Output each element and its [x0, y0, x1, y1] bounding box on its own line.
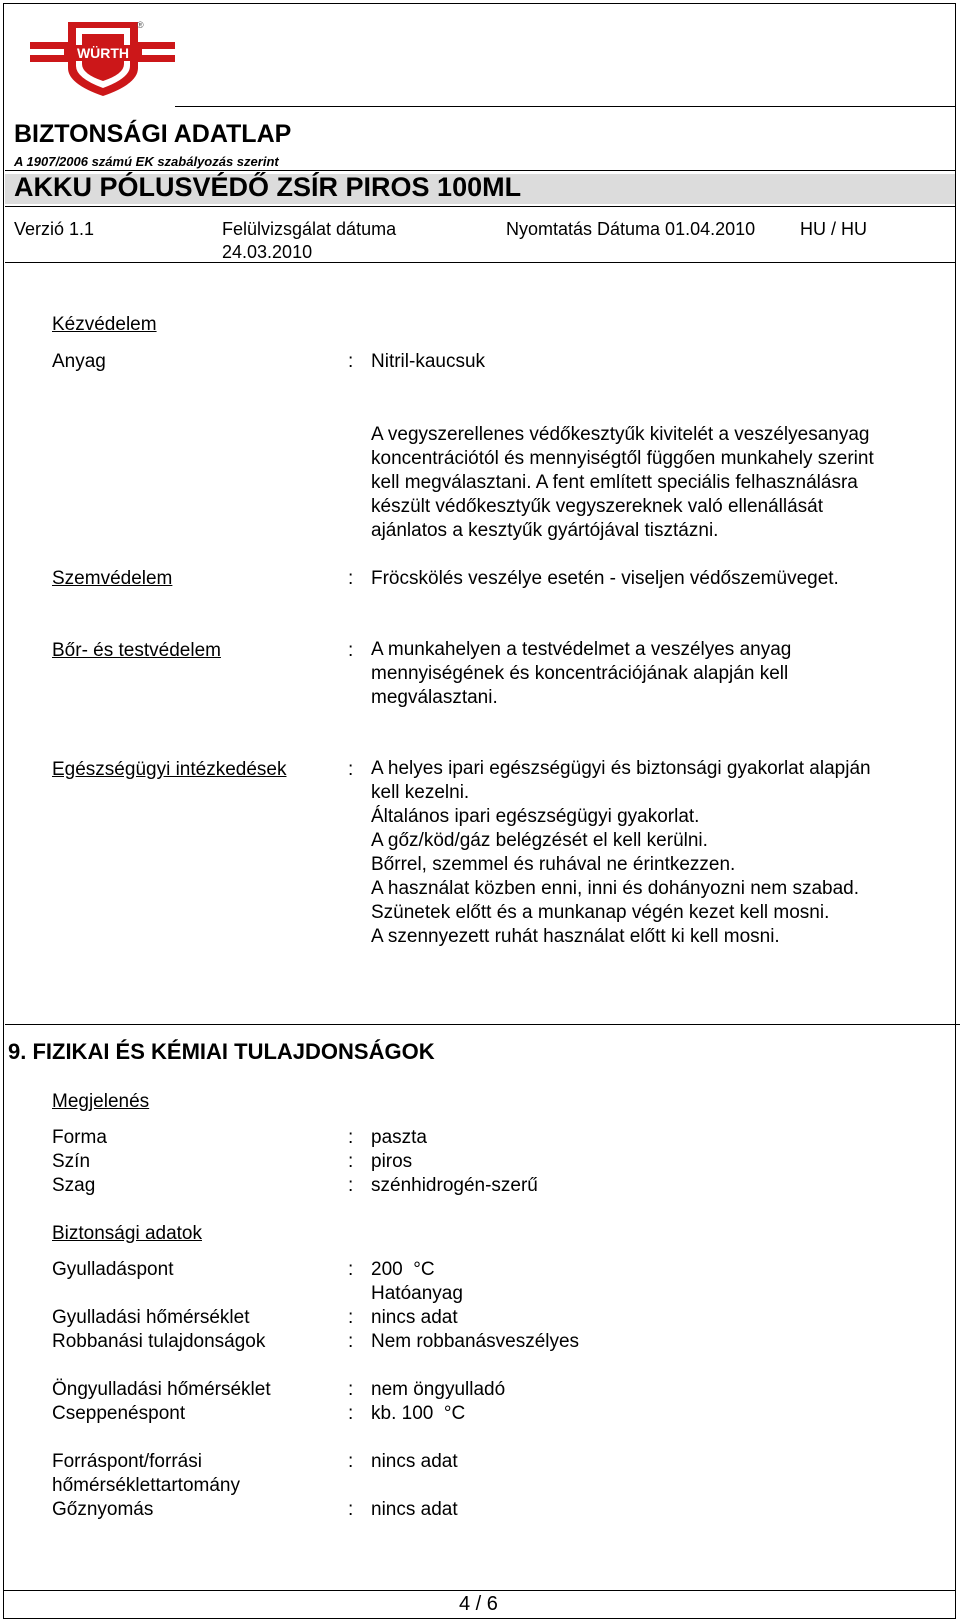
- drop-point-label: Cseppenéspont: [52, 1403, 186, 1424]
- hygiene-line: A szennyezett ruhát használat előtt ki kell mosni.: [371, 926, 780, 947]
- page-border-left: [3, 3, 4, 1619]
- eye-protection-value: Fröcskölés veszélye esetén - viseljen védőszemüveget.: [371, 568, 839, 589]
- skin-protection-line: A munkahelyen a testvédelmet a veszélyes anyag: [371, 639, 792, 660]
- odor-value: szénhidrogén-szerű: [371, 1175, 538, 1196]
- hygiene-line: A gőz/köd/gáz belégzését el kell kerülni.: [371, 830, 708, 851]
- hygiene-line: A helyes ipari egészségügyi és biztonsági gyakorlat alapján: [371, 758, 871, 779]
- autoignition-label: Öngyulladási hőmérséklet: [52, 1379, 271, 1400]
- explosive-value: Nem robbanásveszélyes: [371, 1331, 580, 1352]
- skin-protection-line: megválasztani.: [371, 687, 498, 708]
- page-number: 4 / 6: [459, 1593, 498, 1615]
- hygiene-line: A használat közben enni, inni és dohányozni nem szabad.: [371, 878, 859, 899]
- hygiene-label: Egészségügyi intézkedések: [52, 759, 287, 780]
- color-label: Szín: [52, 1151, 91, 1172]
- ignition-temp-colon: :: [348, 1307, 354, 1328]
- version: Verzió 1.1: [14, 219, 95, 239]
- revision-label: Felülvizsgálat dátuma: [222, 219, 397, 239]
- page-border-top: [3, 3, 956, 4]
- form-label: Forma: [52, 1127, 107, 1148]
- flash-point-value: 200 °C: [371, 1259, 435, 1280]
- header-rule-mid: [5, 170, 955, 171]
- wurth-logo: [30, 18, 175, 100]
- odor-label: Szag: [52, 1175, 96, 1196]
- skin-protection-label: Bőr- és testvédelem: [52, 640, 221, 661]
- hand-protection-heading: Kézvédelem: [52, 314, 157, 335]
- boiling-value: nincs adat: [371, 1451, 458, 1472]
- glove-note-line: ajánlatos a kesztyűk gyártójával tisztázni.: [371, 520, 719, 541]
- flash-point-label: Gyulladáspont: [52, 1259, 174, 1280]
- locale: HU / HU: [800, 219, 867, 239]
- boiling-colon: :: [348, 1451, 354, 1472]
- registered-mark: ®: [137, 20, 144, 30]
- hygiene-line: Bőrrel, szemmel és ruhával ne érintkezzen.: [371, 854, 736, 875]
- eye-protection-colon: :: [348, 568, 354, 589]
- appearance-heading: Megjelenés: [52, 1091, 150, 1112]
- logo-brand-text: WÜRTH: [76, 45, 130, 61]
- revision-date: 24.03.2010: [222, 242, 313, 262]
- boiling-label-line1: Forráspont/forrási: [52, 1451, 202, 1472]
- skin-protection-colon: :: [348, 640, 354, 661]
- document-title: BIZTONSÁGI ADATLAP: [14, 120, 292, 148]
- form-value: paszta: [371, 1127, 427, 1148]
- glove-note-line: kell megválasztani. A fent említett speciális felhasználásra: [371, 472, 858, 493]
- explosive-label: Robbanási tulajdonságok: [52, 1331, 266, 1352]
- regulation-subtitle: A 1907/2006 számú EK szabályozás szerint: [14, 154, 279, 169]
- skin-protection-line: mennyiségének és koncentrációjának alapján kell: [371, 663, 789, 684]
- boiling-label-line2: hőmérséklettartomány: [52, 1475, 240, 1496]
- odor-colon: :: [348, 1175, 354, 1196]
- hygiene-line: Általános ipari egészségügyi gyakorlat.: [371, 806, 700, 827]
- autoignition-value: nem öngyulladó: [371, 1379, 506, 1400]
- form-colon: :: [348, 1127, 354, 1148]
- section-9-title: 9. FIZIKAI ÉS KÉMIAI TULAJDONSÁGOK: [8, 1039, 435, 1064]
- vapor-pressure-colon: :: [348, 1499, 354, 1520]
- hygiene-value: [371, 757, 871, 949]
- color-colon: :: [348, 1151, 354, 1172]
- skin-protection-value: [371, 638, 791, 710]
- glove-note-line: készült védőkesztyűk vegyszereknek való ellenállását: [371, 496, 824, 517]
- glove-note-line: koncentrációtól és mennyiségtől függően munkahely szerint: [371, 448, 874, 469]
- header-rule-lower: [5, 206, 955, 207]
- drop-point-colon: :: [348, 1403, 354, 1424]
- vapor-pressure-label: Gőznyomás: [52, 1499, 154, 1520]
- product-name: AKKU PÓLUSVÉDŐ ZSÍR PIROS 100ML: [14, 172, 522, 202]
- ignition-temp-label: Gyulladási hőmérséklet: [52, 1307, 250, 1328]
- flash-point-colon: :: [348, 1259, 354, 1280]
- print-date: Nyomtatás Dátuma 01.04.2010: [506, 219, 756, 239]
- material-colon: :: [348, 351, 354, 372]
- drop-point-value: kb. 100 °C: [371, 1403, 466, 1424]
- safety-data-heading: Biztonsági adatok: [52, 1223, 202, 1244]
- hygiene-line: kell kezelni.: [371, 782, 470, 803]
- hygiene-line: Szünetek előtt és a munkanap végén kezet kell mosni.: [371, 902, 830, 923]
- ignition-temp-value: nincs adat: [371, 1307, 458, 1328]
- autoignition-colon: :: [348, 1379, 354, 1400]
- glove-note-line: A vegyszerellenes védőkesztyűk kivitelét a veszélyesanyag: [371, 424, 870, 445]
- glove-note: [371, 423, 874, 543]
- page-border-right: [955, 3, 956, 1619]
- explosive-colon: :: [348, 1331, 354, 1352]
- color-value: piros: [371, 1151, 413, 1172]
- section-divider: [5, 1024, 960, 1025]
- vapor-pressure-value: nincs adat: [371, 1499, 458, 1520]
- eye-protection-label: Szemvédelem: [52, 568, 173, 589]
- material-value: Nitril-kaucsuk: [371, 351, 486, 372]
- hygiene-colon: :: [348, 759, 354, 780]
- material-label: Anyag: [52, 351, 106, 372]
- header-rule-bottom: [5, 262, 955, 263]
- header-rule-top: [175, 106, 956, 107]
- flash-point-note: Hatóanyag: [371, 1283, 463, 1304]
